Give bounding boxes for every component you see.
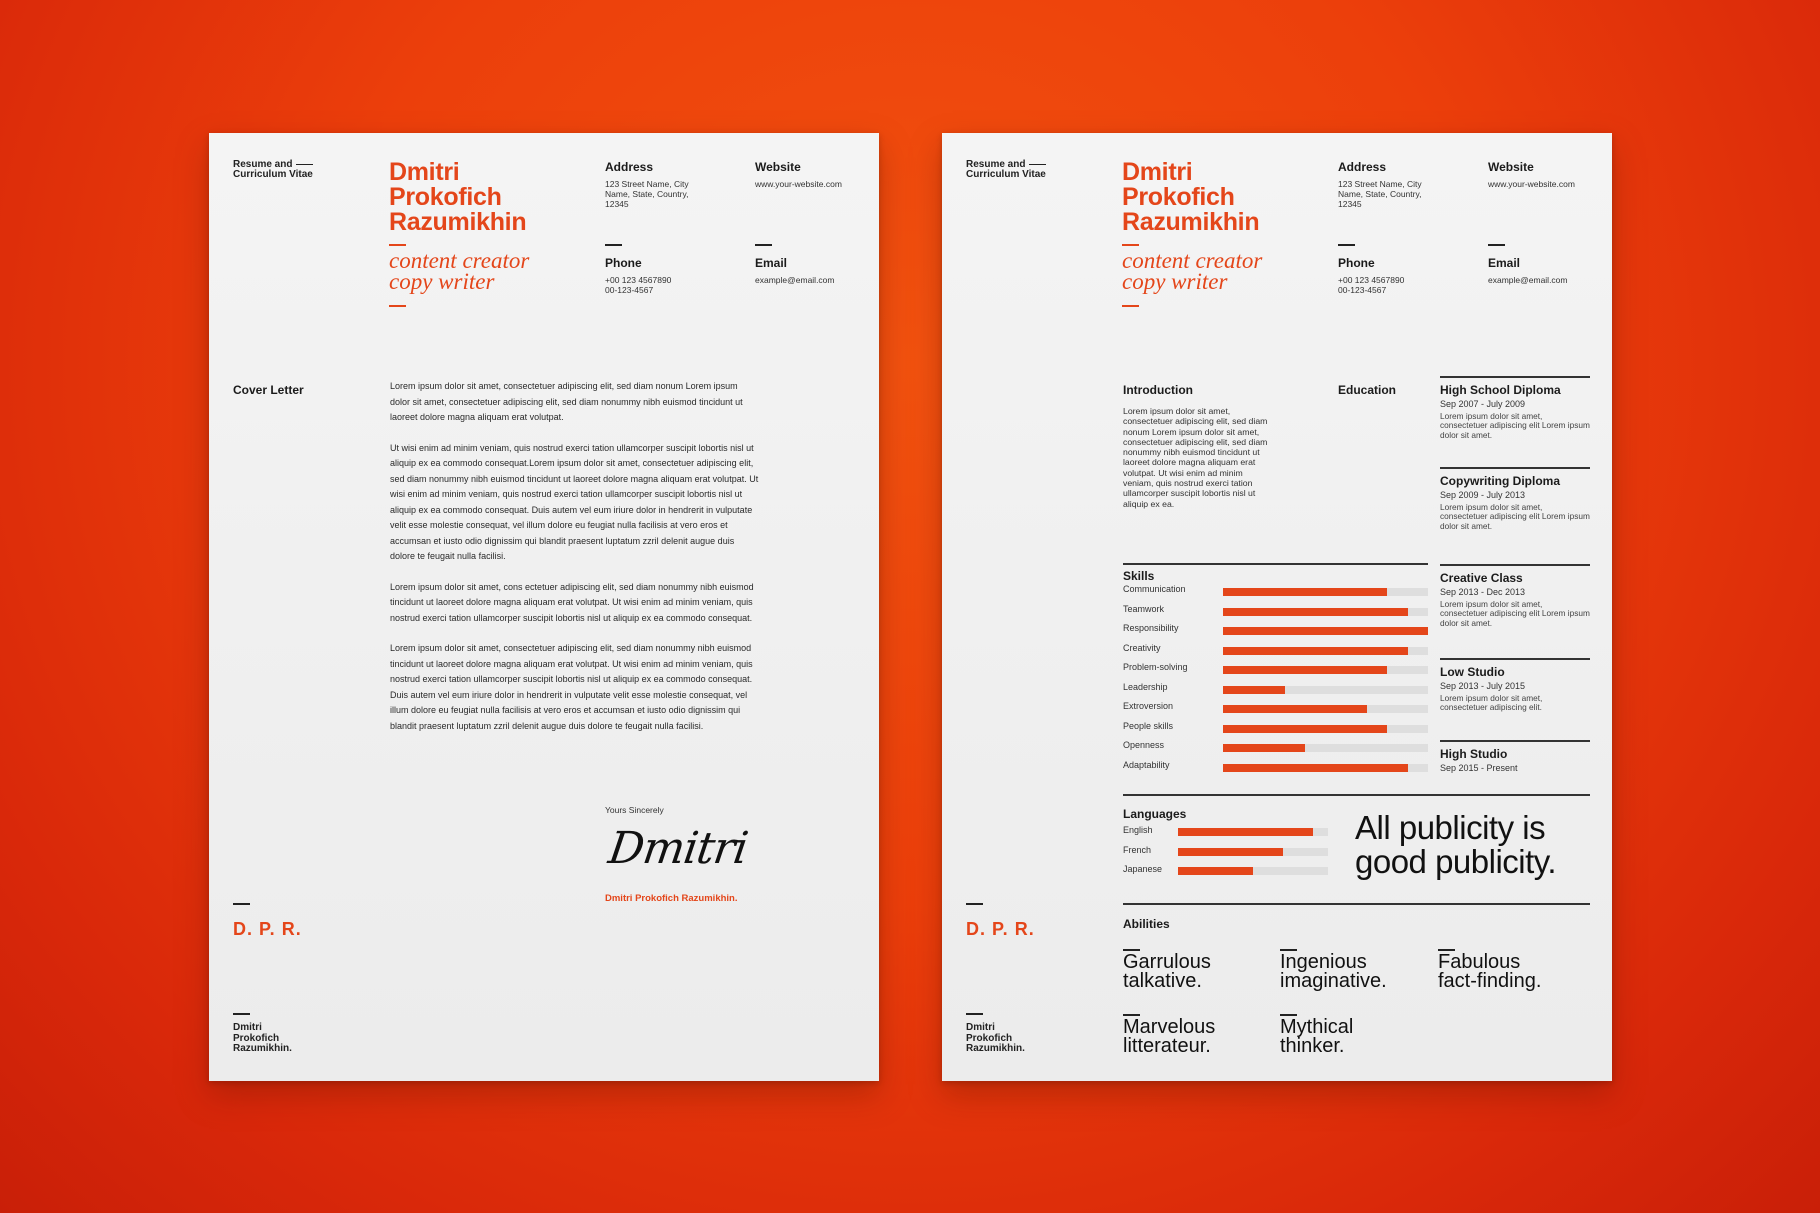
skill-label: Leadership [1123,681,1168,692]
divider [1440,564,1590,566]
candidate-role: content creator copy writer [1122,248,1263,294]
skill-level-fill [1223,627,1428,635]
divider [1122,244,1139,246]
address-label: Address [605,160,654,174]
address-value: 123 Street Name, City Name, State, Country, 12345 [1338,179,1422,209]
education-title: Copywriting Diploma [1440,473,1560,488]
cover-letter-body [390,379,760,749]
phone-label: Phone [605,256,642,270]
education-item [1440,740,1590,773]
education-date: Sep 2009 - July 2013 [1440,489,1526,500]
skill-row [1123,604,1428,623]
divider [1440,376,1590,378]
skill-level-fill [1223,725,1387,733]
language-row [1123,864,1328,883]
closing-line: Yours Sincerely [605,805,664,815]
address-label: Address [1338,160,1387,174]
education-description: Lorem ipsum dolor sit amet, consectetuer adipiscing elit. [1440,692,1543,713]
language-label: French [1123,844,1152,855]
skill-label: Adaptability [1123,759,1170,770]
education-title: Low Studio [1440,664,1505,679]
skill-label: Openness [1123,740,1165,750]
skill-row [1123,662,1428,681]
skill-label: Problem-solving [1123,662,1188,672]
website-value[interactable]: www.your-website.com [755,179,842,189]
candidate-name: Dmitri Prokofich Razumikhin [389,158,527,236]
skills-heading: Skills [1123,569,1155,583]
signed-name: Dmitri Prokofich Razumikhin. [605,893,738,904]
languages-heading: Languages [1123,807,1187,821]
skill-level-fill [1223,588,1387,596]
skill-level-bar [1223,588,1428,596]
languages-list [1123,825,1328,885]
skill-row [1123,584,1428,603]
divider [233,1013,250,1015]
skill-row [1123,740,1428,759]
skill-level-bar [1223,705,1428,713]
skill-level-bar [1223,666,1428,674]
divider [966,1013,983,1015]
skill-level-fill [1223,608,1408,616]
divider [1123,794,1590,796]
email-value[interactable]: example@email.com [1488,275,1568,285]
divider [1122,305,1139,307]
skill-level-bar [1223,764,1428,772]
language-level-bar [1178,828,1328,836]
skill-level-bar [1223,686,1428,694]
divider [966,903,983,905]
website-value[interactable]: www.your-website.com [1488,179,1575,189]
divider [1338,244,1355,246]
education-title: High Studio [1440,746,1508,761]
language-row [1123,845,1328,864]
skill-row [1123,701,1428,720]
ability-item: Marvelous litterateur. [1123,1015,1216,1057]
skill-label: Teamwork [1123,603,1165,614]
divider [1123,903,1590,905]
divider [233,903,250,905]
signature: Dmitri [605,823,751,874]
education-date: Sep 2015 - Present [1440,762,1518,773]
skill-label: Communication [1123,584,1186,594]
language-level-fill [1178,867,1253,875]
skill-row [1123,721,1428,740]
skill-row [1123,623,1428,642]
language-level-bar [1178,848,1328,856]
skill-row [1123,682,1428,701]
skill-level-fill [1223,744,1305,752]
education-description: Lorem ipsum dolor sit amet, consectetuer adipiscing elit Lorem ipsum dolor sit amet. [1440,410,1590,441]
phone-value: +00 123 4567890 00-123-4567 [605,275,672,295]
skill-level-fill [1223,764,1408,772]
language-row [1123,825,1328,844]
paragraph: Lorem ipsum dolor sit amet, consectetuer adipiscing elit, sed diam nonummy nibh euismod tincidunt ut laoreet dolore magna aliquam erat volutpat. Ut wisi enim ad minim veniam, quis nostrud exerci tation ullamcorper suscipit lobortis nisl ut aliquip ex ea commodo consequat. Duis autem vel eum iriure dolor in hendrerit in vulputate velit esse molestie consequat, vel illum dolore eu feugiat nulla facilisis at vero eros et accumsan et iusto odio dignissim qui blandit praesent luptatum zzril delenit augue duis dolore te feugait nulla facilisi. [390,643,753,731]
skill-level-bar [1223,627,1428,635]
document-kind: Resume and Curriculum Vitae [966,159,1046,180]
candidate-role: content creator copy writer [389,248,530,294]
language-label: English [1123,825,1153,835]
introduction-text: Lorem ipsum dolor sit amet, consectetuer adipiscing elit, sed diam nonum Lorem ipsum dolor sit amet, consectetuer adipiscing elit, sed diam nonummy nibh euismod tincidunt ut laoreet dolore magna aliquam erat volutpat. Ut wisi enim ad minim veniam, quis nostrud exerci tation ullamcorper suscipit lobortis nisl ut aliquip ex ea. [1123,406,1268,509]
education-heading: Education [1338,383,1397,397]
ability-item: Mythical thinker. [1280,1015,1354,1057]
ability-item: Garrulous talkative. [1123,950,1211,992]
paragraph: Lorem ipsum dolor sit amet, cons ectetuer adipiscing elit, sed diam nonummy nibh euismod tincidunt ut laoreet dolore magna aliquam erat volutpat. Ut wisi enim ad minim veniam, quis nostrud exerci tation ullamcorper suscipit lobortis nisl ut aliquip ex ea commodo consequat. [390,581,754,623]
email-label: Email [755,256,788,270]
divider [1123,563,1428,565]
cover-letter-page [209,133,879,1081]
divider [605,244,622,246]
language-label: Japanese [1123,864,1163,874]
education-description: Lorem ipsum dolor sit amet, consectetuer adipiscing elit Lorem ipsum dolor sit amet. [1440,598,1590,629]
phone-label: Phone [1338,256,1375,270]
footer-name: Dmitri Prokofich Razumikhin. [966,1022,1025,1054]
divider [1488,244,1505,246]
ability-item: Fabulous fact-finding. [1438,950,1542,992]
initials: D. P. R. [966,919,1035,939]
skill-level-fill [1223,666,1387,674]
education-description: Lorem ipsum dolor sit amet, consectetuer adipiscing elit Lorem ipsum dolor sit amet. [1440,501,1590,532]
skill-row [1123,760,1428,779]
education-item [1440,467,1590,532]
paragraph: Lorem ipsum dolor sit amet, consectetuer adipiscing elit, sed diam nonum Lorem ipsum dolor sit amet, consectetuer adipiscing elit, sed diam nonummy nibh euismod tincidunt ut laoreet dolore magna aliquam erat volutpat. [390,381,743,422]
candidate-name: Dmitri Prokofich Razumikhin [1122,158,1260,236]
skill-level-fill [1223,705,1367,713]
skill-label: Responsibility [1123,623,1179,633]
divider [1440,467,1590,469]
phone-value: +00 123 4567890 00-123-4567 [1338,275,1405,295]
website-label: Website [1488,160,1534,174]
skill-label: Extroversion [1123,701,1174,711]
initials: D. P. R. [233,919,302,939]
skill-level-fill [1223,647,1408,655]
education-item [1440,658,1590,713]
education-title: High School Diploma [1440,382,1561,397]
education-title: Creative Class [1440,570,1523,585]
education-date: Sep 2013 - Dec 2013 [1440,586,1526,597]
website-label: Website [755,160,801,174]
divider [1440,740,1590,742]
divider [389,305,406,307]
skill-level-bar [1223,744,1428,752]
skill-label: Creativity [1123,642,1161,653]
quote: All publicity is good publicity. [1355,809,1557,880]
address-value: 123 Street Name, City Name, State, Country, 12345 [605,179,689,209]
education-item [1440,564,1590,629]
education-date: Sep 2007 - July 2009 [1440,398,1526,409]
skill-level-bar [1223,725,1428,733]
email-value[interactable]: example@email.com [755,275,835,285]
divider [1440,658,1590,660]
education-date: Sep 2013 - July 2015 [1440,680,1526,691]
education-item [1440,376,1590,441]
document-kind: Resume and Curriculum Vitae [233,159,313,180]
skill-row [1123,643,1428,662]
abilities-heading: Abilities [1123,917,1170,931]
divider [755,244,772,246]
divider [389,244,406,246]
language-level-fill [1178,828,1313,836]
skill-level-bar [1223,647,1428,655]
email-label: Email [1488,256,1521,270]
footer-name: Dmitri Prokofich Razumikhin. [233,1022,292,1054]
language-level-fill [1178,848,1283,856]
resume-page [942,133,1612,1081]
cover-letter-heading: Cover Letter [233,383,304,397]
introduction-heading: Introduction [1123,383,1193,397]
skill-level-fill [1223,686,1285,694]
skill-level-bar [1223,608,1428,616]
paragraph: Ut wisi enim ad minim veniam, quis nostrud exerci tation ullamcorper suscipit lobortis nisl ut aliquip ex ea commodo consequat.Lorem ipsum dolor sit amet, consectetuer adipiscing elit, sed diam nonummy nibh euismod tincidunt ut laoreet dolore magna aliquam erat volutpat. Ut wisi enim ad minim veniam, quis nostrud exerci tation ullamcorper suscipit lobortis nisl ut aliquip ex ea commodo consequat. Duis autem vel eum iriure dolor in hendrerit in vulputate velit esse molestie consequat, vel illum dolore eu feugiat nulla facilisis at vero eros et accumsan et iusto odio dignissim qui blandit praesent luptatum zzril delenit augue duis dolore te feugait nulla facilisi. [390,442,759,561]
language-level-bar [1178,867,1328,875]
skill-label: People skills [1123,720,1174,731]
ability-item: Ingenious imaginative. [1280,950,1387,992]
skills-list [1123,584,1428,784]
